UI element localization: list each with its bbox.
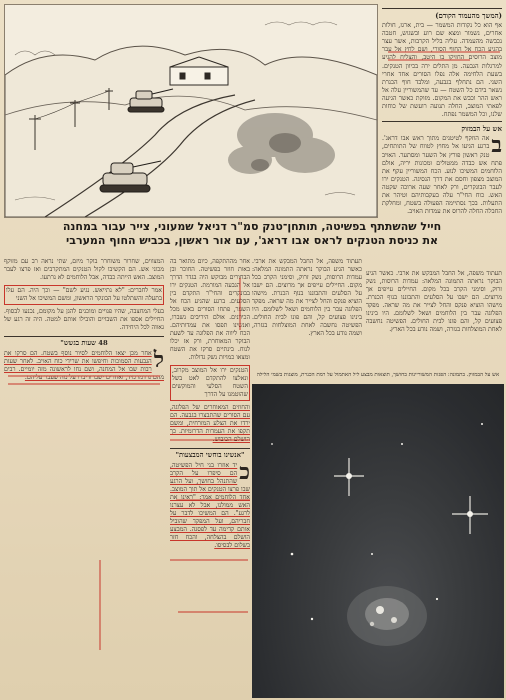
column-paragraph: אחר מההתקפה, כיום מתואר בה באות חוזר בפשיטה. החוכר ובן הבחורים מבוקש היה בגדר הדרך אל הגבעה המורמת. הטנקים ירו בבונקרים והחי"ר התקדם בין הסלעים. ברגע שהגיע הכח אל השער, פתחו הסורים באש מכל הכיוונים. אולם היריבים נשברו, ואנשינו תפסו את עמדותיהם. הכח ליווה את הפלוגה עד לשעת הבוקר המאוחרת, ורק אז יכלו לנוח. בינתיים סרקו את השטח ומצאו כמויות נשק גדולות. [170, 258, 250, 361]
column-paragraph: המצווים, שחרור משוחרר בוקר מיזם, שתי נראה רב עם מזוקף מכוני אש. הם הקשיבו לקול הטנקים המתקרבים ואז פרצו לעבר המוצב. האש הייתה כבדה, אבל הלוחמים לא נרתעו. [4, 258, 164, 281]
headline-line-1: חייל שהשתתף בפשיטה, תותחן־טנק סמ"ר דניאל שמעוני, צייר עבור במחנה [62, 220, 442, 233]
tank-sketch-illustration [4, 4, 378, 218]
continued-subhead: (המשך מהעמוד הקודם) [435, 11, 502, 20]
column-subhead: "אנשינו בוחשי המבצעות" [170, 448, 250, 459]
highlighted-paragraph: אמר לחברים: "לא נתייאש. נגיע לשם" — וכך היה. הם עלו בתעלה והשתלטו על הבונקר הראשון, ומשם המשיכו אל השני [4, 285, 164, 305]
column-paragraph: תעתוד משפה, אל החבל המבקש את ארבי. כאשר הגיע הבוקר נראתה התמונה המלאה: עמדות הרוסות, נשק זרוק, וסימני הקרב בכל מקום. החיילים עייפים אך מרוצים. הם ישבו על הסלעים והתבוננו בנוף הכנרת. מישהו הוציא פנקס והחל לצייר את מה שראה. מפקד הפלוגה עבר בין הלוחמים ושאל לשלומם. היו בינינו פצועים קל, והם פונו לבית החולים. הפשיטה נחשבה לאחת המוצלחות בגזרה, ושמה נודע בכל הארץ. [252, 258, 362, 337]
photo-caption: אש על הבמזוק. בתמונה: הפגזת המשוריינות בחושך, תוצאות מבצע ליל האתמול על רמת הכנרת, מוצגות בשמי הלילה [256, 372, 500, 378]
section-title: אש על הבמזוק [461, 124, 502, 134]
column-paragraph: יד אוזרו בני חיל הפשיטה, הם סיפרו על הקרב שהתנהל בחושך, ועל הרגע שבו פרצו הטנקים אל תוך המוצב. אחד הלוחמים אמר: "ראינו את האש ממולנו, אבל לא עצרנו לרגע". הם המשיכו לדבר על חבריהם, ועל המפקד שהוביל אותם קדימה עד לפסגה. המבצע הושלם בהצלחה, והכח חזר בשלום לבסיסו. [170, 462, 250, 549]
article-headline [2, 220, 502, 254]
top-article-paragraph: אף הוא כל נקודות המשמר — בית, ארגז, חולות אחרים, נשמור ומצא שם רוע ובשגוש, חטבה נכבשה מהעמדה. עליה בליל הקרבות, אשר עצר בהגיע הכח אל החוף הסורי, ושם לחץ אל עבר מוצב הרוסים החזיקו בו היטב, והצליח להגיע למרגלות הגבעה. מן התלים ירה בכיוון הטנקים. בשעת הלחימה אלה נפלו הסורים אחד אחרי השני. הם נתחלף בגבעה, ומלבד חוף הכנרת נשאר בידם כל השטח — עד שהמשוריין עלה אל ראש ההר וכבש את המקום. מזוקת כאשר הגיעה לפאתי המוצב, החלה תנועה רועשת של כוחות שלנו, וכל המשמר נפתח. [382, 22, 502, 119]
drop-cap: ב [491, 132, 502, 159]
article-column-left [4, 258, 164, 698]
article-column-right [170, 258, 250, 698]
column-paragraph: אחר מכן יצאו הלוחמים לסיור נוסף בשטח. הם סרקו את הגבעות הסמוכות וחיפשו את שרידי כוח האויב. לאחר שעות רבות שבו אל המחנה, ושם נחו לראשונה מזה יומיים. רבים מהם נרדמו מיד, ואחרים ישבו ודיברו על מה שעבר עליהם. [4, 350, 164, 381]
column-rule [382, 8, 502, 9]
headline-line-2: את כניסת הטנקים לראס אבו דראג', עם אור ראשון, בכביש החוף המערבי [66, 234, 438, 247]
night-artillery-photo [252, 384, 504, 698]
drop-cap: ל [153, 347, 164, 373]
underlined-paragraph: והחוזים המאוחרים של הפלוגה, עם הסורים שהתבצרו בגבעה. הם ירדו את הצלע המזרחית, ומשם תקפו את העמדות הדרומיות. כך הושלם הכיבוש. [170, 404, 250, 443]
column-subhead: 48 שעות בגשש" [4, 336, 164, 347]
drop-cap: כ [239, 459, 250, 485]
article-column-far-right [366, 270, 502, 370]
column-paragraph: תעתוד משפה, אל החבל המבקש את ארבי. כאשר הגיע הבוקר נראתה התמונה המלאה: עמדות הרוסות, נשק זרוק, וסימני הקרב בכל מקום. החיילים עייפים אך מרוצים. הם ישבו על הסלעים והתבוננו בנוף הכנרת. מישהו הוציא פנקס והחל לצייר את מה שראה. מפקד הפלוגה עבר בין הלוחמים ושאל לשלומם. היו בינינו פצועים קל, והם פונו לבית החולים. הפשיטה נחשבה לאחת המוצלחות בגזרה, ושמה נודע בכל הארץ. [366, 270, 502, 333]
section-paragraph: אה הוזקף לטיטנים מתוך ראש אבו דראג'. ברגע הגיעו אל מחוץ לטווח של התותחים, טנק ראשון פורץ אל השער ומסתער. האויב פתח אש כבדה ממטולים ומכונות יריה, אולם הלוחמים המשיכו לנוע. הכח המשוריין עקף את המוצב מצפון וחסם את דרך הנסיגה. הטנקים ירו לעבר הבונקרים, ורק לאחר שעה ארוכה שקטה האש. כוח החי"ר עלה בעקבותיהם וטיהר את התעלות. בכך נסתיימה הפעולה בשטח, ומחלקת החבלה החלה להרוס את עמדות האויב. [382, 135, 502, 216]
highlighted-paragraph: הטנקים ירו אל המוצב מקרוב, ונאלצו להתקדם לאט בשל השטח הסלעי והמוקשים שהוטמנו על הדרך [170, 365, 250, 401]
article-column-middle [252, 258, 362, 370]
section-rule [382, 121, 502, 122]
column-paragraph: בעלי המחצבה, שהיו פנויים ומוכנים להגן על מקומם, נכנעו לבסוף. החיילים אספו את השבויים והובילו אותם למטה. היה זה רגע של גאווה לכל היחידה. [4, 308, 164, 331]
